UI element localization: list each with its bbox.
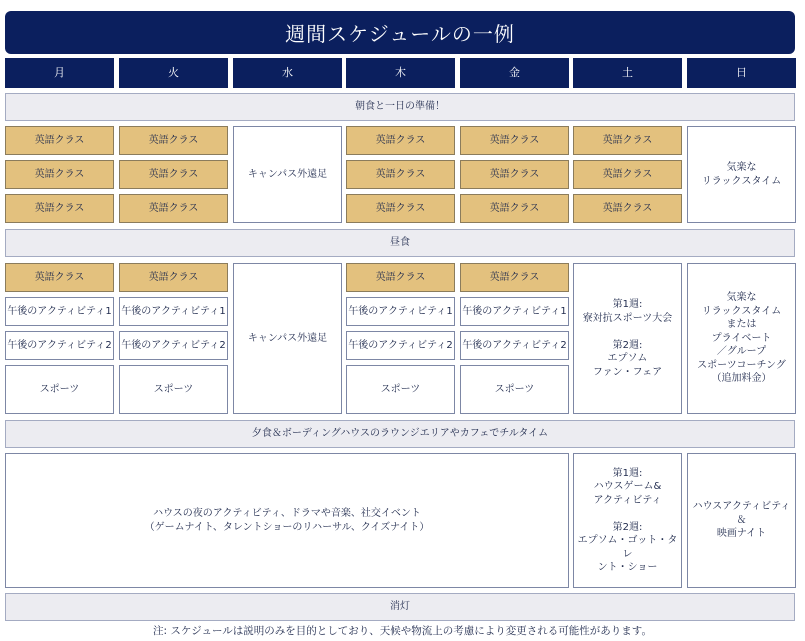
sat-english-class-3: 英語クラス <box>573 194 682 223</box>
breakfast-band: 朝食と一日の準備！ <box>5 93 795 121</box>
wed-afternoon-excursion: キャンパス外遠足 <box>233 263 342 414</box>
tue-english-class-3: 英語クラス <box>119 194 228 223</box>
mon-afternoon-english-class: 英語クラス <box>5 263 114 292</box>
fri-english-class-2: 英語クラス <box>460 160 569 189</box>
mon-english-class-1: 英語クラス <box>5 126 114 155</box>
tue-afternoon-english-class: 英語クラス <box>119 263 228 292</box>
lunch-band: 昼食 <box>5 229 795 257</box>
fri-afternoon-english-class: 英語クラス <box>460 263 569 292</box>
day-header-fri: 金 <box>460 58 569 88</box>
sun-morning-relax: 気楽な リラックスタイム <box>687 126 796 223</box>
tue-afternoon-activity-1: 午後のアクティビティ1 <box>119 297 228 326</box>
day-header-tue: 火 <box>119 58 228 88</box>
dinner-band: 夕食＆ボーディングハウスのラウンジエリアやカフェでチルタイム <box>5 420 795 448</box>
sun-evening-events: ハウスアクティビティ＆ 映画ナイト <box>687 453 796 588</box>
sat-english-class-1: 英語クラス <box>573 126 682 155</box>
thu-english-class-3: 英語クラス <box>346 194 455 223</box>
day-header-thu: 木 <box>346 58 455 88</box>
thu-english-class-1: 英語クラス <box>346 126 455 155</box>
fri-sports: スポーツ <box>460 365 569 414</box>
day-header-mon: 月 <box>5 58 114 88</box>
tue-afternoon-activity-2: 午後のアクティビティ2 <box>119 331 228 360</box>
sat-afternoon-events: 第1週: 寮対抗スポーツ大会 第2週: エプソム ファン・フェア <box>573 263 682 414</box>
tue-sports: スポーツ <box>119 365 228 414</box>
tue-english-class-1: 英語クラス <box>119 126 228 155</box>
wed-morning-excursion: キャンパス外遠足 <box>233 126 342 223</box>
fri-english-class-3: 英語クラス <box>460 194 569 223</box>
page-title: 週間スケジュールの一例 <box>5 11 795 54</box>
fri-english-class-1: 英語クラス <box>460 126 569 155</box>
footnote: 注: スケジュールは説明のみを目的としており、天候や物流上の考慮により変更される可能性があります。 <box>153 625 652 637</box>
thu-english-class-2: 英語クラス <box>346 160 455 189</box>
day-header-sat: 土 <box>573 58 682 88</box>
mon-sports: スポーツ <box>5 365 114 414</box>
sun-afternoon-options: 気楽な リラックスタイム または プライベート ／グループ スポーツコーチング （追加料金） <box>687 263 796 414</box>
weekday-evening-activities: ハウスの夜のアクティビティ、ドラマや音楽、社交イベント （ゲームナイト、タレントショーのリハーサル、クイズナイト） <box>5 453 569 588</box>
day-header-sun: 日 <box>687 58 796 88</box>
thu-afternoon-english-class: 英語クラス <box>346 263 455 292</box>
thu-sports: スポーツ <box>346 365 455 414</box>
sat-evening-events: 第1週: ハウスゲーム& アクティビティ 第2週: エプソム・ゴット・タレ ント・ショー <box>573 453 682 588</box>
mon-english-class-2: 英語クラス <box>5 160 114 189</box>
mon-afternoon-activity-2: 午後のアクティビティ2 <box>5 331 114 360</box>
mon-english-class-3: 英語クラス <box>5 194 114 223</box>
tue-english-class-2: 英語クラス <box>119 160 228 189</box>
fri-afternoon-activity-1: 午後のアクティビティ1 <box>460 297 569 326</box>
fri-afternoon-activity-2: 午後のアクティビティ2 <box>460 331 569 360</box>
sat-english-class-2: 英語クラス <box>573 160 682 189</box>
lights-out-band: 消灯 <box>5 593 795 621</box>
mon-afternoon-activity-1: 午後のアクティビティ1 <box>5 297 114 326</box>
thu-afternoon-activity-2: 午後のアクティビティ2 <box>346 331 455 360</box>
day-header-wed: 水 <box>233 58 342 88</box>
thu-afternoon-activity-1: 午後のアクティビティ1 <box>346 297 455 326</box>
